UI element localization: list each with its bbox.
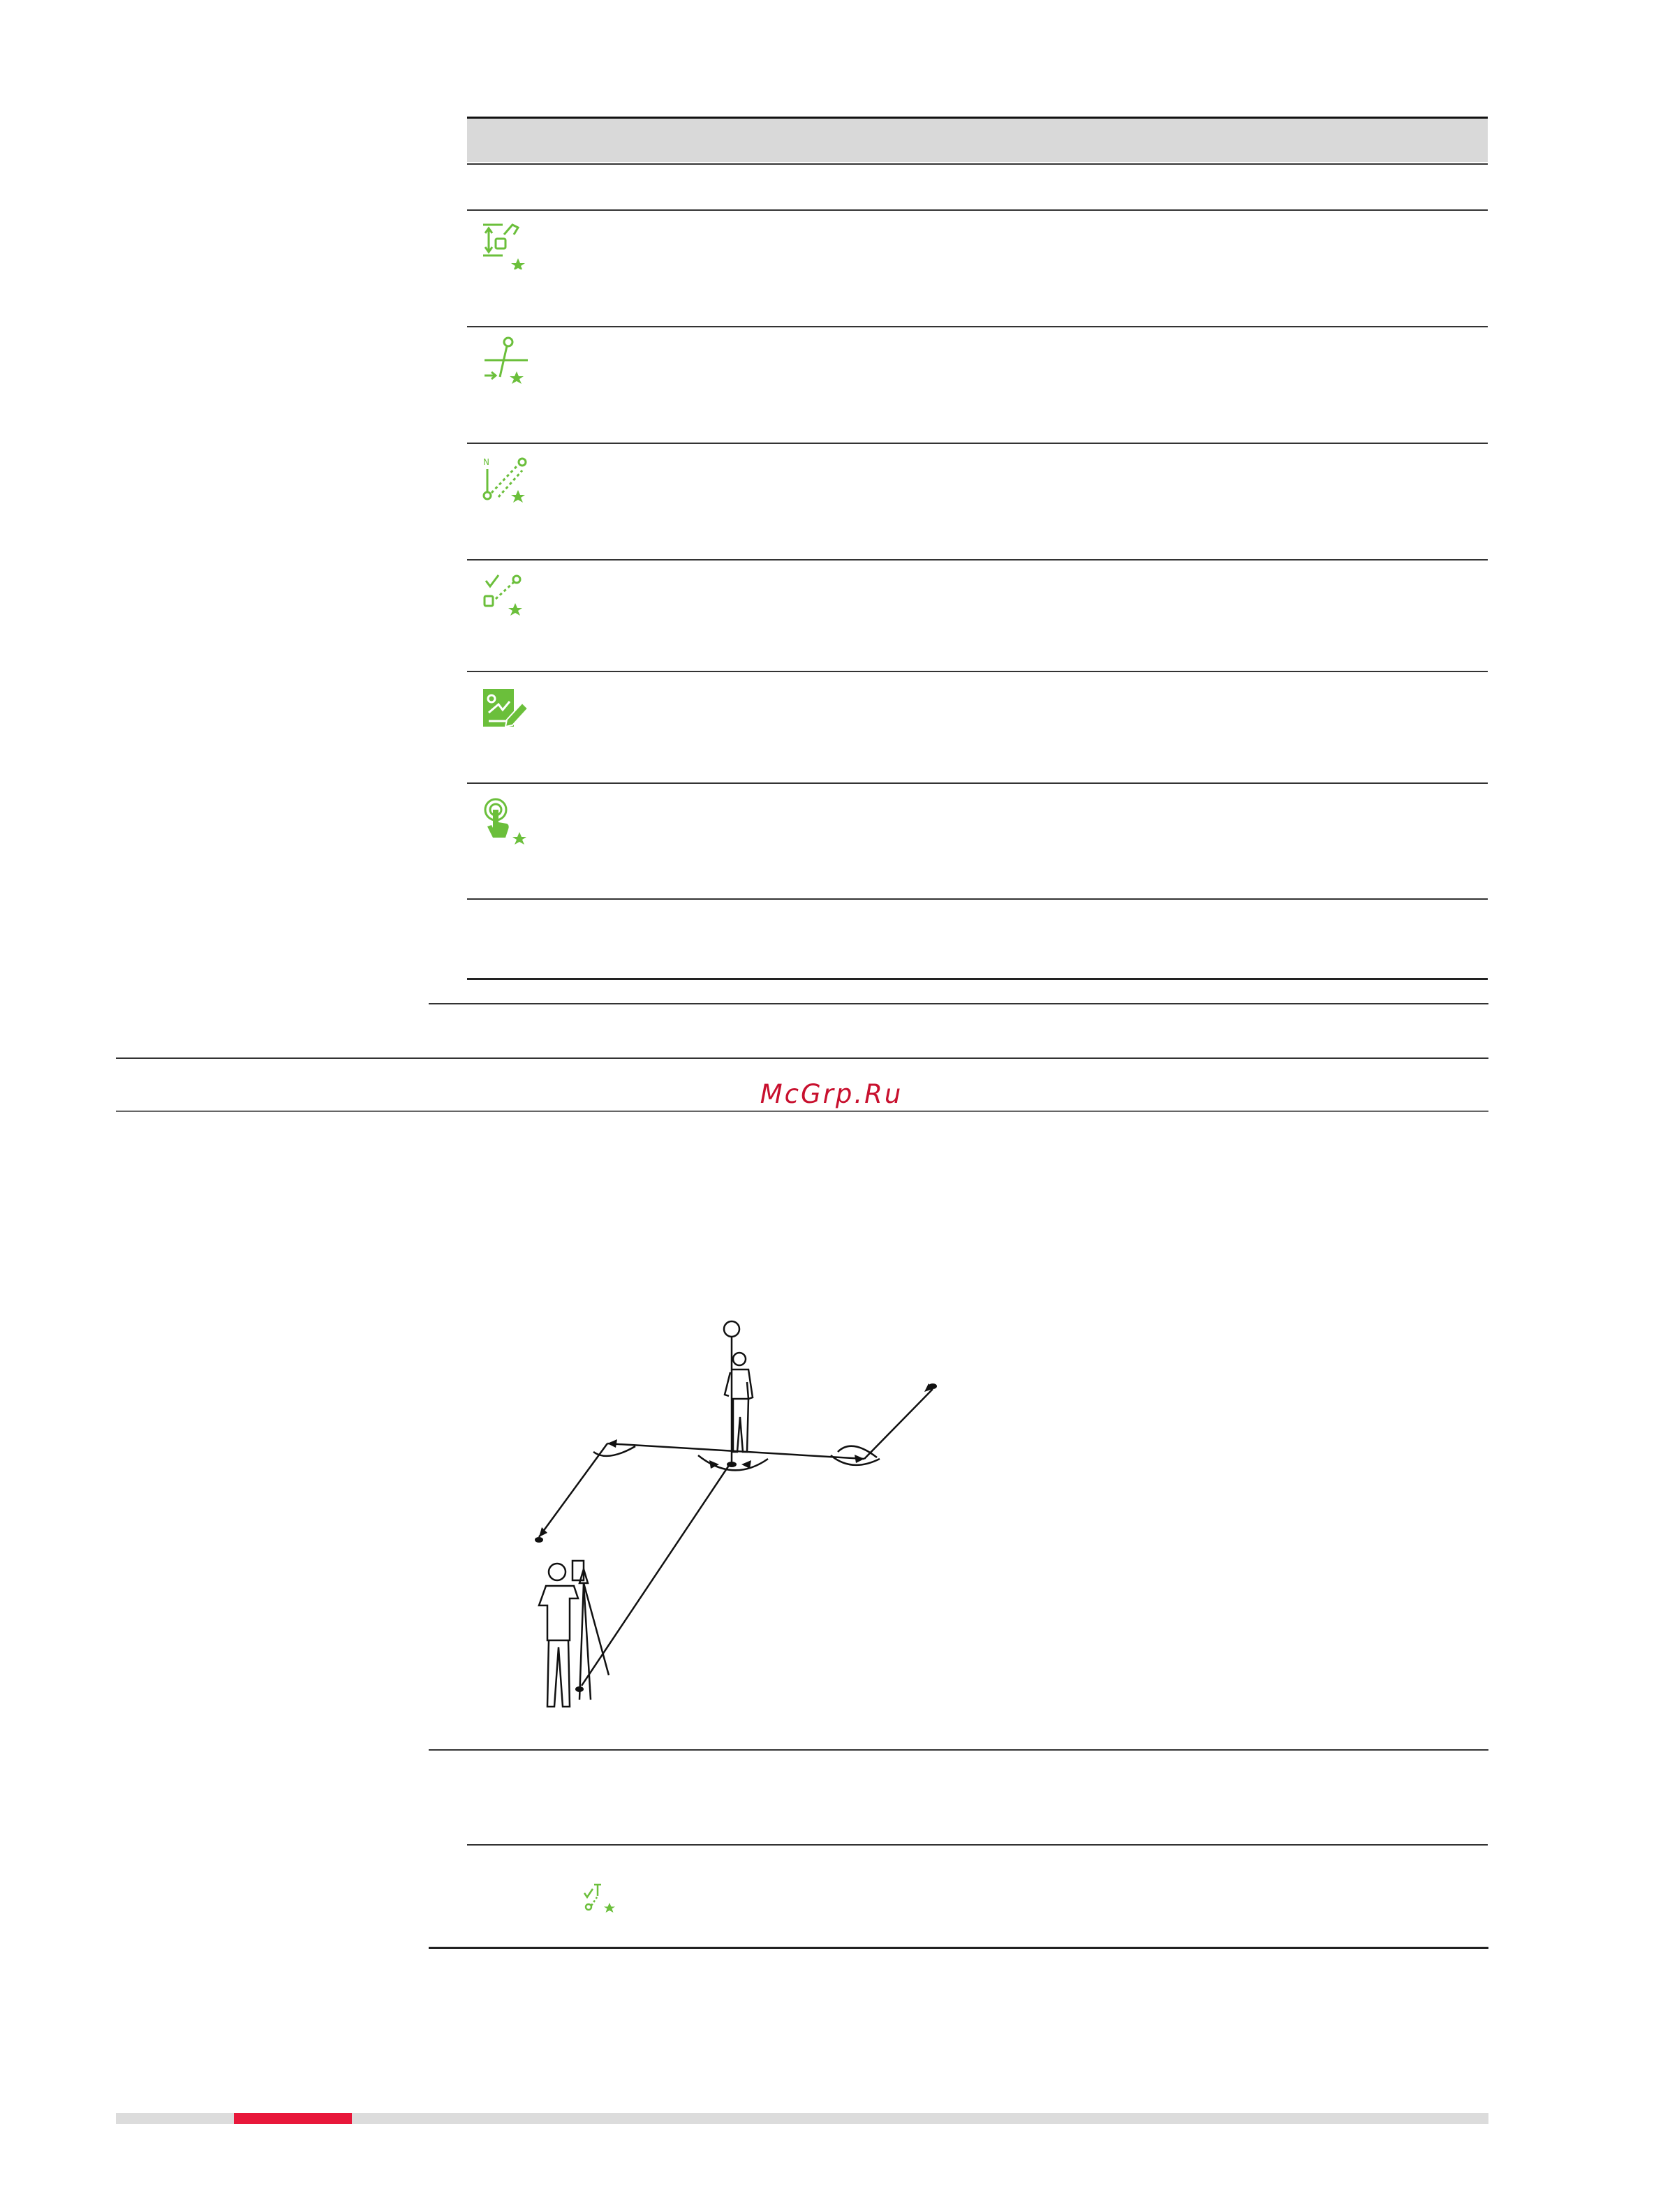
line-intersection-icon [482, 336, 531, 385]
band-bottom-rule [116, 1111, 1488, 1112]
page-progress-bar [116, 2113, 1488, 2124]
svg-text:N: N [483, 457, 489, 467]
table-row-rule [467, 559, 1488, 561]
table-row-rule [467, 671, 1488, 672]
table-row-rule [467, 209, 1488, 211]
table-header [467, 119, 1488, 162]
table-bottom-rule [467, 978, 1488, 980]
footer-table-mid-rule [467, 1844, 1488, 1846]
section-end-rule [429, 1003, 1488, 1004]
footer-table-bottom-rule [429, 1947, 1488, 1949]
touch-gesture-icon [482, 797, 531, 845]
stakeout-check-icon [583, 1883, 616, 1913]
check-point-icon [482, 572, 531, 618]
table-row-rule [467, 443, 1488, 444]
table-row-rule [467, 898, 1488, 900]
table-header-rule [467, 163, 1488, 165]
orientation-icon [482, 455, 531, 504]
page-progress-fill [234, 2113, 352, 2124]
table-row-rule [467, 326, 1488, 327]
table-row-rule [467, 782, 1488, 784]
edit-drawing-icon [482, 688, 531, 731]
height-transfer-icon [482, 222, 531, 269]
band-top-rule [116, 1057, 1488, 1059]
survey-setup-illustration [489, 1312, 963, 1724]
footer-table-top-rule [429, 1749, 1488, 1751]
watermark: McGrp.Ru [760, 1079, 903, 1109]
